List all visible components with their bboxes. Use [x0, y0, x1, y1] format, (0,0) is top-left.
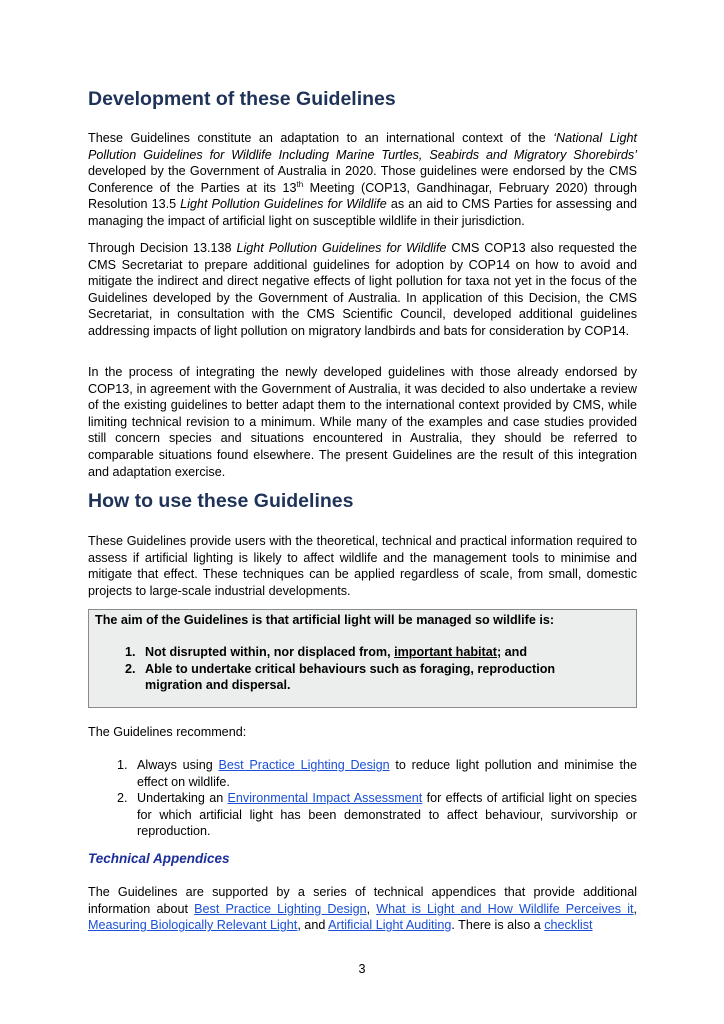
paragraph-appendices: [88, 884, 637, 934]
heading-how-to-use: How to use these Guidelines: [88, 490, 354, 512]
paragraph-decision: [88, 240, 637, 340]
recommend-intro: [88, 724, 637, 741]
recommend-item: [131, 790, 637, 840]
aim-item: 2. Able to undertake critical behaviours such as foraging, reproduction migration and dispersal.: [139, 661, 579, 694]
text: ; and: [496, 645, 528, 659]
text: , and: [297, 918, 329, 933]
best-practice-link[interactable]: Best Practice Lighting Design: [218, 758, 390, 772]
italic-title: Light Pollution Guidelines for Wildlife: [180, 197, 387, 212]
checklist-link[interactable]: checklist: [544, 918, 593, 933]
text: Undertaking an: [137, 791, 228, 806]
text: The Guidelines recommend:: [88, 725, 247, 739]
text: ,: [366, 901, 377, 916]
aim-item: [139, 644, 579, 661]
text: CMS COP13 also requested the CMS Secretariat to prepare additional guidelines for adoption by COP14 on how to avoid and mitigate the indirect and direct negative effects of light pollution for taxa not yet in the focus of the Guidelines developed by the Government of Australia. In application of this Decision, the CMS Secretariat, in consultation with the CMS Scientific Council, developed additional guidelines addressing impacts of light pollution on migratory landbirds and bats for consideration by COP14.: [88, 241, 637, 338]
text: These Guidelines provide users with the theoretical, technical and practical information required to assess if artificial lighting is likely to affect wildlife and the management tools to minimise and mitigate that effect. These techniques can be applied regardless of scale, from small, domestic projects to large-scale industrial developments.: [88, 534, 637, 598]
text: Not disrupted within, nor displaced from,: [145, 645, 395, 659]
text: to reduce light pollution and minimise the effect on wildlife.: [137, 758, 638, 789]
recommend-item: [131, 757, 637, 790]
heading-development: Development of these Guidelines: [88, 88, 396, 110]
heading-technical-appendices: Technical Appendices: [88, 851, 230, 866]
aim-title: The aim of the Guidelines is that artificial light will be managed so wildlife is:: [95, 613, 555, 627]
what-is-light-link[interactable]: What is Light and How Wildlife Perceives it: [376, 901, 634, 916]
aim-list: [89, 644, 579, 694]
page-number: 3: [358, 962, 366, 976]
eia-link[interactable]: Environmental Impact Assessment: [227, 791, 423, 806]
italic-title: ‘National Light Pollution Guidelines for Wildlife Including Marine Turtles, Seabirds and Migratory Shorebirds’: [88, 131, 637, 162]
aim-box: [88, 609, 637, 708]
italic-title: Light Pollution Guidelines for Wildlife: [236, 241, 447, 255]
text: These Guidelines constitute an adaptation to an international context of the: [88, 131, 554, 145]
text: for effects of artificial light on species for which artificial light has been demonstrated to affect behaviour, survivorship or reproduction.: [137, 791, 637, 839]
paragraph-adaptation: [88, 130, 637, 230]
text: . There is also a: [451, 918, 545, 933]
text: Always using: [137, 758, 219, 772]
recommend-list-wrap: [88, 757, 637, 840]
text: In the process of integrating the newly developed guidelines with those already endorsed by COP13, in agreement with the Government of Australia, it was decided to also undertake a review of the existing guidelines to better adapt them to the international context provided by CMS, while limiting technical revision to a minimum. While many of the examples and case studies provided still concern species and situations encountered in Australia, they should be referred to comparable situations found elsewhere. The present Guidelines are the result of this integration and adaptation exercise.: [88, 365, 637, 479]
text: ,: [633, 901, 637, 916]
best-practice-link[interactable]: Best Practice Lighting Design: [194, 901, 367, 916]
important-habitat-link[interactable]: important habitat: [394, 645, 497, 659]
measuring-light-link[interactable]: Measuring Biologically Relevant Light: [88, 918, 298, 933]
paragraph-integration: [88, 364, 637, 480]
text: developed by the Government of Australia in 2020. Those guidelines were endorsed by the CMS Conference of the Parties at its 13: [88, 164, 637, 195]
recommend-list: [88, 757, 637, 840]
superscript: th: [296, 179, 304, 189]
text: Meeting (COP13, Gandhinagar, February 2020) through Resolution 13.5: [88, 180, 637, 212]
text: as an aid to CMS Parties for assessing and managing the impact of artificial light on susceptible wildlife in their jurisdiction.: [88, 197, 637, 228]
light-auditing-link[interactable]: Artificial Light Auditing: [328, 918, 452, 933]
text: Through Decision 13.138: [88, 241, 237, 255]
text: The Guidelines are supported by a series of technical appendices that provide additional information about: [88, 885, 637, 916]
paragraph-how-to-use: [88, 533, 637, 599]
